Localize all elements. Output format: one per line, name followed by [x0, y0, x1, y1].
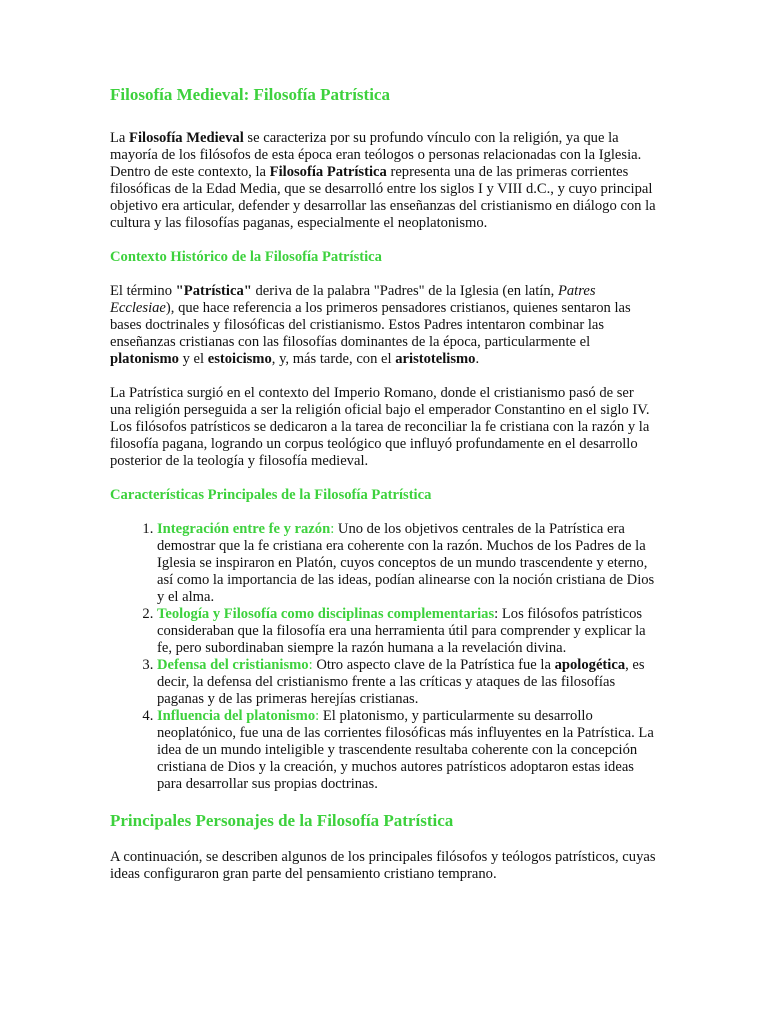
list-item-separator: : [494, 606, 499, 622]
text-run: El término [110, 283, 176, 299]
section-heading-caracteristicas: Características Principales de la Filosofía Patrística [110, 487, 432, 503]
list-item-text: Los filósofos patrísticos consideraban que la filosofía era una herramienta útil para comprender y explicar la fe, pero subordinaban siempre la razón humana a la revelación divina. [157, 606, 646, 656]
text-run: La [110, 130, 130, 146]
text-run: y el [178, 351, 208, 367]
list-item-label: Defensa del cristianismo [157, 657, 309, 673]
bold-run: platonismo [110, 351, 179, 367]
list-item [157, 521, 658, 606]
bold-run: apologética [554, 657, 626, 673]
text-run: , y, más tarde, con el [271, 351, 396, 367]
section-heading-contexto: Contexto Histórico de la Filosofía Patrística [110, 249, 382, 265]
bold-run: Filosofía Medieval [129, 130, 244, 146]
list-item-separator: : [315, 708, 320, 724]
list-item-text: Otro aspecto clave de la Patrística fue la [312, 657, 555, 673]
list-item-text: , es decir, la defensa del cristianismo frente a las críticas y ataques de las filosofías paganas y de las primeras herejías cristianas. [157, 657, 645, 707]
list-item-text: Uno de los objetivos centrales de la Patrística era demostrar que la fe cristiana era coherente con la razón. Muchos de los Padres de la Iglesia se inspiraron en Platón, cuyos conceptos de un mundo trascendente y eterno, así como la importancia de las ideas, podían alinearse con la noción cristiana de Dios y el alma. [157, 521, 655, 605]
section-heading-personajes: Principales Personajes de la Filosofía Patrística [110, 811, 454, 830]
list-item-separator: : [308, 657, 313, 673]
intro-paragraph [110, 130, 658, 232]
list-item [157, 606, 658, 657]
text-run: deriva de la palabra "Padres" de la Iglesia (en latín, [251, 283, 558, 299]
list-item-label: Teología y Filosofía como disciplinas complementarias [157, 606, 495, 622]
caracteristicas-list [110, 521, 658, 793]
contexto-paragraph-2: La Patrística surgió en el contexto del Imperio Romano, donde el cristianismo pasó de ser una religión perseguida a ser la religión oficial bajo el emperador Constantino en el siglo IV. Los filósofos patrísticos se dedicaron a la tarea de reconciliar la fe cristiana con la razón y la filosofía pagana, logrando un corpus teológico que influyó profundamente en el desarrollo posterior de la teología y filosofía medieval. [110, 385, 650, 469]
text-run: se caracteriza por su profundo vínculo con la religión, ya que la mayoría de los filósofos de esta época eran teólogos o personas relacionadas con la Iglesia. Dentro de este contexto, la [110, 130, 642, 180]
bold-run: Filosofía Patrística [269, 164, 387, 180]
document-title: Filosofía Medieval: Filosofía Patrística [110, 85, 390, 104]
bold-run: "Patrística" [175, 283, 252, 299]
list-item-label: Integración entre fe y razón [157, 521, 331, 537]
contexto-paragraph-1 [110, 283, 658, 368]
italic-run: Patres Ecclesiae [110, 283, 596, 316]
text-run: representa una de las primeras corrientes filosóficas de la Edad Media, que se desarrolló entre los siglos I y VIII d.C., y cuyo principal objetivo era articular, defender y desarrollar las enseñanzas del cristianismo en diálogo con la cultura y las filosofías paganas, especialmente el neoplatonismo. [110, 164, 656, 231]
list-item-text: El platonismo, y particularmente su desarrollo neoplatónico, fue una de las corrientes filosóficas más influyentes en la Patrística. La idea de un mundo inteligible y trascendente resultaba coherente con la concepción cristiana de Dios y la creación, y muchos autores patrísticos adoptaron estas ideas para desarrollar sus propias doctrinas. [157, 708, 654, 792]
document-page [110, 84, 658, 900]
text-run: . [475, 351, 480, 367]
list-item-label: Influencia del platonismo [157, 708, 316, 724]
list-item-separator: : [330, 521, 335, 537]
list-item [157, 708, 658, 793]
personajes-paragraph: A continuación, se describen algunos de los principales filósofos y teólogos patrísticos, cuyas ideas configuraron gran parte del pensamiento cristiano temprano. [110, 849, 656, 882]
bold-run: estoicismo [207, 351, 272, 367]
bold-run: aristotelismo [395, 351, 476, 367]
list-item [157, 657, 658, 708]
text-run: ), que hace referencia a los primeros pensadores cristianos, quienes sentaron las bases doctrinales y filosóficas del cristianismo. Estos Padres intentaron combinar las enseñanzas cristianas con las filosofías dominantes de la época, particularmente el [110, 300, 631, 350]
